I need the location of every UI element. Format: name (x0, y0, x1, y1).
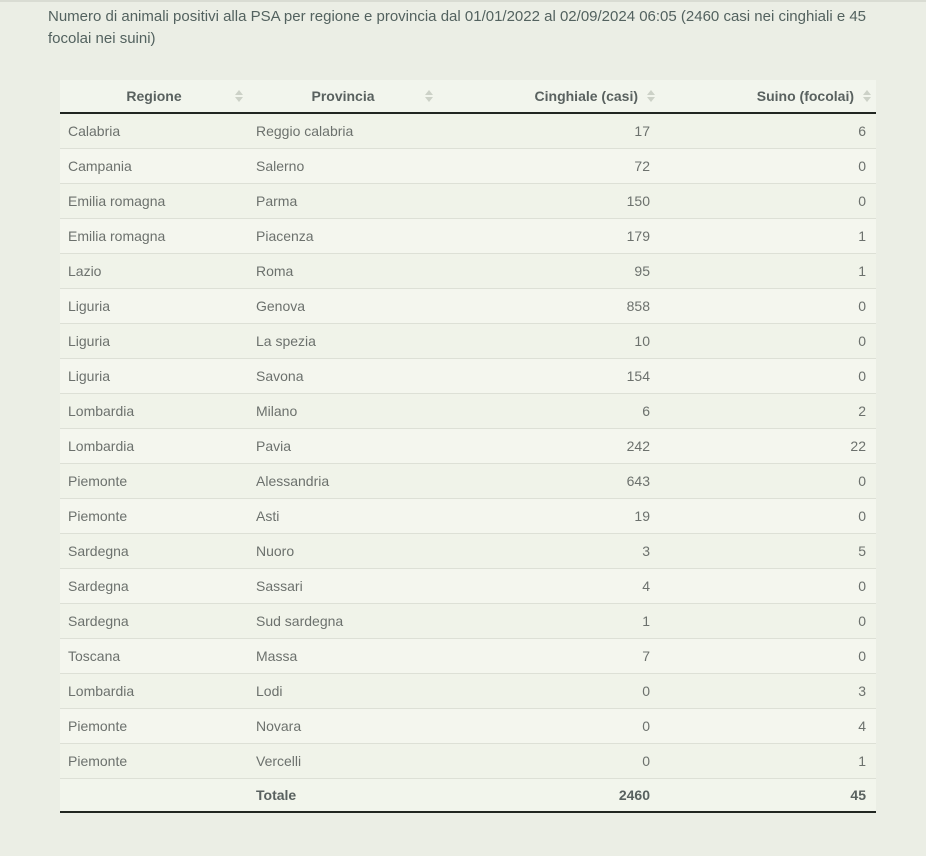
cell-regione: Calabria (60, 113, 248, 148)
cell-cinghiale: 150 (438, 183, 660, 218)
cell-suino: 1 (660, 743, 876, 778)
cell-provincia: Savona (248, 358, 438, 393)
total-suino: 45 (660, 778, 876, 812)
cell-regione: Sardegna (60, 533, 248, 568)
cell-regione: Sardegna (60, 603, 248, 638)
cell-cinghiale: 179 (438, 218, 660, 253)
cell-provincia: Piacenza (248, 218, 438, 253)
cell-suino: 0 (660, 183, 876, 218)
cell-provincia: Lodi (248, 673, 438, 708)
cell-suino: 1 (660, 218, 876, 253)
cell-provincia: Sassari (248, 568, 438, 603)
column-header-label: Cinghiale (casi) (534, 88, 638, 104)
cell-cinghiale: 17 (438, 113, 660, 148)
header-row (60, 80, 876, 113)
cell-cinghiale: 72 (438, 148, 660, 183)
column-header-label: Suino (focolai) (756, 88, 854, 104)
cell-regione: Piemonte (60, 463, 248, 498)
cell-regione: Piemonte (60, 498, 248, 533)
cell-regione: Liguria (60, 323, 248, 358)
cell-cinghiale: 154 (438, 358, 660, 393)
cell-cinghiale: 0 (438, 673, 660, 708)
cell-regione: Emilia romagna (60, 218, 248, 253)
cell-regione: Piemonte (60, 708, 248, 743)
cell-regione: Liguria (60, 288, 248, 323)
cell-cinghiale: 10 (438, 323, 660, 358)
column-header-label: Provincia (311, 88, 375, 104)
table-row (60, 113, 876, 148)
cell-suino: 2 (660, 393, 876, 428)
total-row (60, 778, 876, 812)
cell-cinghiale: 4 (438, 568, 660, 603)
table-row (60, 148, 876, 183)
cell-provincia: Vercelli (248, 743, 438, 778)
column-header-label: Regione (126, 88, 182, 104)
cell-suino: 3 (660, 673, 876, 708)
table-row (60, 673, 876, 708)
column-header-suino[interactable] (660, 80, 876, 113)
cell-regione: Toscana (60, 638, 248, 673)
cell-provincia: Roma (248, 253, 438, 288)
cell-regione: Piemonte (60, 743, 248, 778)
cell-provincia: Alessandria (248, 463, 438, 498)
cell-cinghiale: 1 (438, 603, 660, 638)
cell-suino: 22 (660, 428, 876, 463)
top-divider (0, 0, 926, 2)
cell-suino: 0 (660, 603, 876, 638)
cell-cinghiale: 3 (438, 533, 660, 568)
sort-icon (863, 90, 871, 102)
column-header-cinghiale[interactable] (438, 80, 660, 113)
table-row (60, 358, 876, 393)
cell-suino: 6 (660, 113, 876, 148)
cell-suino: 4 (660, 708, 876, 743)
cell-regione: Sardegna (60, 568, 248, 603)
table-row (60, 253, 876, 288)
psa-table (60, 80, 876, 813)
cell-regione: Lazio (60, 253, 248, 288)
cell-suino: 5 (660, 533, 876, 568)
cell-provincia: Novara (248, 708, 438, 743)
cell-regione: Lombardia (60, 673, 248, 708)
psa-table-container (60, 80, 876, 813)
cell-provincia: Genova (248, 288, 438, 323)
cell-cinghiale: 242 (438, 428, 660, 463)
total-label: Totale (248, 778, 438, 812)
table-row (60, 638, 876, 673)
cell-provincia: Sud sardegna (248, 603, 438, 638)
table-row (60, 533, 876, 568)
table-body (60, 113, 876, 778)
cell-regione: Campania (60, 148, 248, 183)
sort-icon (235, 90, 243, 102)
cell-suino: 1 (660, 253, 876, 288)
cell-regione: Lombardia (60, 393, 248, 428)
cell-regione: Lombardia (60, 428, 248, 463)
table-row (60, 708, 876, 743)
cell-suino: 0 (660, 148, 876, 183)
table-row (60, 603, 876, 638)
cell-provincia: Asti (248, 498, 438, 533)
cell-provincia: Parma (248, 183, 438, 218)
cell-provincia: La spezia (248, 323, 438, 358)
cell-provincia: Pavia (248, 428, 438, 463)
cell-regione: Emilia romagna (60, 183, 248, 218)
cell-suino: 0 (660, 358, 876, 393)
cell-regione: Liguria (60, 358, 248, 393)
page-title: Numero di animali positivi alla PSA per regione e provincia dal 01/01/2022 al 02/09/2024 06:05 (2460 casi nei cinghiali e 45 focolai nei suini) (48, 8, 867, 47)
cell-cinghiale: 7 (438, 638, 660, 673)
cell-provincia: Salerno (248, 148, 438, 183)
column-header-regione[interactable] (60, 80, 248, 113)
total-cinghiale: 2460 (438, 778, 660, 812)
table-row (60, 463, 876, 498)
cell-cinghiale: 0 (438, 743, 660, 778)
total-empty-cell (60, 778, 248, 812)
sort-icon (647, 90, 655, 102)
table-row (60, 218, 876, 253)
table-row (60, 183, 876, 218)
cell-cinghiale: 643 (438, 463, 660, 498)
table-row (60, 323, 876, 358)
cell-suino: 0 (660, 498, 876, 533)
cell-provincia: Reggio calabria (248, 113, 438, 148)
table-row (60, 743, 876, 778)
cell-cinghiale: 6 (438, 393, 660, 428)
table-row (60, 393, 876, 428)
table-row (60, 568, 876, 603)
cell-suino: 0 (660, 288, 876, 323)
table-row (60, 498, 876, 533)
cell-cinghiale: 0 (438, 708, 660, 743)
sort-icon (425, 90, 433, 102)
cell-provincia: Massa (248, 638, 438, 673)
cell-suino: 0 (660, 323, 876, 358)
cell-suino: 0 (660, 463, 876, 498)
table-header (60, 80, 876, 113)
table-row (60, 288, 876, 323)
cell-cinghiale: 19 (438, 498, 660, 533)
cell-suino: 0 (660, 568, 876, 603)
column-header-provincia[interactable] (248, 80, 438, 113)
cell-suino: 0 (660, 638, 876, 673)
cell-provincia: Nuoro (248, 533, 438, 568)
cell-cinghiale: 858 (438, 288, 660, 323)
cell-provincia: Milano (248, 393, 438, 428)
cell-cinghiale: 95 (438, 253, 660, 288)
table-footer (60, 778, 876, 812)
table-row (60, 428, 876, 463)
